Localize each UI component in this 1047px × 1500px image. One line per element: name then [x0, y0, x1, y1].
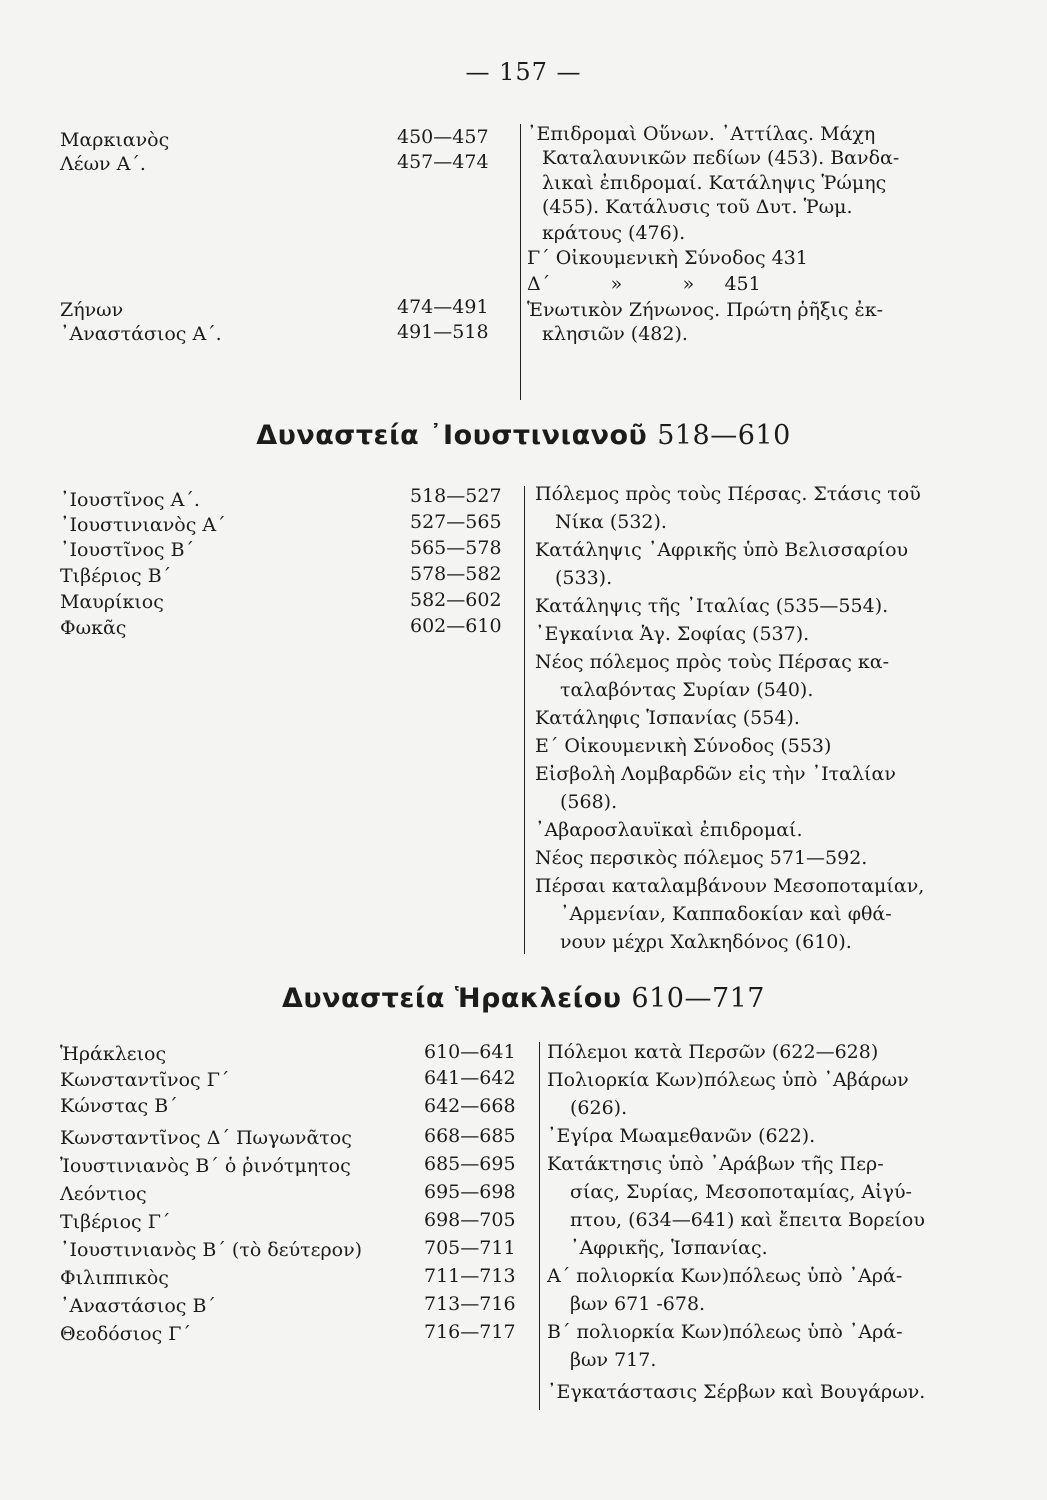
reign-years: 711—713: [424, 1265, 516, 1287]
event-line: Πέρσαι καταλαμβάνουν Μεσοποταμίαν,: [535, 875, 925, 897]
ruler-name: Ἰουστινιανὸς Β΄ ὁ ῥινότμητος: [60, 1155, 351, 1177]
event-line: βων 717.: [570, 1349, 657, 1371]
reign-years: 602—610: [410, 615, 502, 637]
ruler-name: Μαυρίκιος: [60, 591, 164, 613]
event-line: κράτους (476).: [542, 222, 686, 244]
heading-years: 518—610: [657, 420, 791, 451]
ruler-name: Ζήνων: [60, 299, 124, 321]
column-divider: [524, 486, 525, 954]
reign-years: 450—457: [397, 126, 489, 148]
ruler-name: Κώνστας Β΄: [60, 1095, 178, 1117]
reign-years: 474—491: [397, 296, 489, 318]
page-number: — 157 —: [465, 58, 582, 86]
event-line: Δ΄ » » 451: [527, 273, 761, 295]
reign-years: 565—578: [410, 537, 502, 559]
reign-years: 713—716: [424, 1293, 516, 1315]
event-line: Πολιορκία Κων)πόλεως ὑπὸ ᾿Αβάρων: [547, 1069, 909, 1091]
ruler-name: Μαρκιανὸς: [60, 129, 170, 151]
event-line: Α΄ πολιορκία Κων)πόλεως ὑπὸ ᾿Αρά-: [547, 1265, 903, 1287]
ruler-name: Φωκᾶς: [60, 617, 127, 639]
event-line: Πόλεμος πρὸς τοὺς Πέρσας. Στάσις τοῦ: [535, 483, 921, 505]
section-heading-justinian: [0, 420, 1047, 451]
ruler-name: ᾿Ιουστινιανὸς Α΄: [60, 514, 226, 536]
event-line: Εἰσβολὴ Λομβαρδῶν εἰς τὴν ᾿Ιταλίαν: [535, 763, 896, 785]
event-line: πτου, (634—641) καὶ ἔπειτα Βορείου: [570, 1209, 925, 1231]
column-divider: [539, 1042, 540, 1410]
reign-years: 668—685: [424, 1125, 516, 1147]
ruler-name: Θεοδόσιος Γ΄: [60, 1323, 191, 1345]
reign-years: 527—565: [410, 511, 502, 533]
reign-years: 716—717: [424, 1321, 516, 1343]
ruler-name: Λέων Α΄.: [60, 153, 146, 175]
heading-title: Δυναστεία Ἡρακλείου: [282, 983, 622, 1014]
event-line: Κατάληφις Ἱσπανίας (554).: [535, 707, 800, 729]
heading-title: Δυναστεία ᾿Ιουστινιανοῦ: [256, 420, 648, 451]
ruler-name: Ἡράκλειος: [60, 1043, 167, 1065]
event-line: Νέος πόλεμος πρὸς τοὺς Πέρσας κα-: [535, 651, 890, 673]
reign-years: 610—641: [424, 1041, 516, 1063]
ruler-name: Λεόντιος: [60, 1183, 147, 1205]
ruler-name: ᾿Ιουστῖνος Β΄: [60, 539, 195, 561]
event-line: ᾿Εγκαίνια Ἁγ. Σοφίας (537).: [535, 623, 810, 645]
event-line: νουν μέχρι Χαλκηδόνος (610).: [560, 931, 852, 953]
event-line: Γ΄ Οἰκουμενικὴ Σύνοδος 431: [527, 247, 808, 269]
ruler-name: ᾿Ιουστινιανὸς Β΄ (τὸ δεύτερον): [60, 1239, 363, 1261]
event-line: Κατάληψις ᾿Αφρικῆς ὑπὸ Βελισσαρίου: [535, 539, 909, 561]
reign-years: 695—698: [424, 1181, 516, 1203]
column-divider: [520, 124, 521, 400]
event-line: ᾿Αβαροσλαυϊκαὶ ἐπιδρομαί.: [535, 819, 803, 841]
ruler-name: Τιβέριος Β΄: [60, 565, 172, 587]
event-line: ᾿Επιδρομαὶ Οὕνων. ᾿Αττίλας. Μάχη: [527, 123, 876, 145]
event-line: Νέος περσικὸς πόλεμος 571—592.: [535, 847, 868, 869]
event-line: (455). Κατάλυσις τοῦ Δυτ. Ῥωμ.: [542, 196, 853, 218]
event-line: Καταλαυνικῶν πεδίων (453). Βανδα-: [542, 147, 900, 169]
event-line: ᾿Αρμενίαν, Καππαδοκίαν καὶ φθά-: [560, 903, 892, 925]
event-line: ταλαβόντας Συρίαν (540).: [560, 679, 814, 701]
reign-years: 578—582: [410, 563, 502, 585]
event-line: (533).: [555, 567, 613, 589]
event-line: Κατάληψις τῆς ᾿Ιταλίας (535—554).: [535, 595, 889, 617]
event-line: Κατάκτησις ὑπὸ ᾿Αράβων τῆς Περ-: [547, 1153, 884, 1175]
event-line: (568).: [560, 791, 618, 813]
event-line: σίας, Συρίας, Μεσοποταμίας, Αἰγύ-: [570, 1181, 912, 1203]
reign-years: 518—527: [410, 485, 502, 507]
ruler-name: Φιλιππικὸς: [60, 1267, 169, 1289]
event-line: κλησιῶν (482).: [542, 323, 688, 345]
event-line: (626).: [570, 1097, 628, 1119]
reign-years: 642—668: [424, 1095, 516, 1117]
section-heading-heraclius: [0, 983, 1047, 1014]
reign-years: 457—474: [397, 151, 489, 173]
reign-years: 582—602: [410, 589, 502, 611]
ruler-name: ᾿Αναστάσιος Α΄.: [60, 323, 222, 345]
reign-years: 491—518: [397, 321, 489, 343]
ruler-name: ᾿Ιουστῖνος Α΄.: [60, 489, 200, 511]
event-line: ᾿Εγίρα Μωαμεθανῶν (622).: [547, 1125, 816, 1147]
ruler-name: Κωνσταντῖνος Δ΄ Πωγωνᾶτος: [60, 1127, 352, 1149]
ruler-name: ᾿Αναστάσιος Β΄: [60, 1295, 216, 1317]
heading-years: 610—717: [631, 983, 765, 1014]
event-line: Πόλεμοι κατὰ Περσῶν (622—628): [547, 1041, 879, 1063]
reign-years: 698—705: [424, 1209, 516, 1231]
ruler-name: Τιβέριος Γ΄: [60, 1211, 171, 1233]
event-line: Νίκα (532).: [555, 511, 667, 533]
reign-years: 685—695: [424, 1153, 516, 1175]
event-line: βων 671 -678.: [570, 1293, 706, 1315]
reign-years: 641—642: [424, 1067, 516, 1089]
event-line: Ἑνωτικὸν Ζήνωνος. Πρώτη ῥῆξις ἐκ-: [527, 299, 884, 321]
reign-years: 705—711: [424, 1237, 516, 1259]
ruler-name: Κωνσταντῖνος Γ΄: [60, 1069, 230, 1091]
event-line: ᾿Αφρικῆς, Ἱσπανίας.: [570, 1237, 768, 1259]
event-line: λικαὶ ἐπιδρομαί. Κατάληψις Ῥώμης: [542, 172, 887, 194]
event-line: ᾿Εγκατάστασις Σέρβων καὶ Βουγάρων.: [547, 1381, 926, 1403]
event-line: Β΄ πολιορκία Κων)πόλεως ὑπὸ ᾿Αρά-: [547, 1321, 903, 1343]
event-line: Ε΄ Οἰκουμενικὴ Σύνοδος (553): [535, 735, 832, 757]
